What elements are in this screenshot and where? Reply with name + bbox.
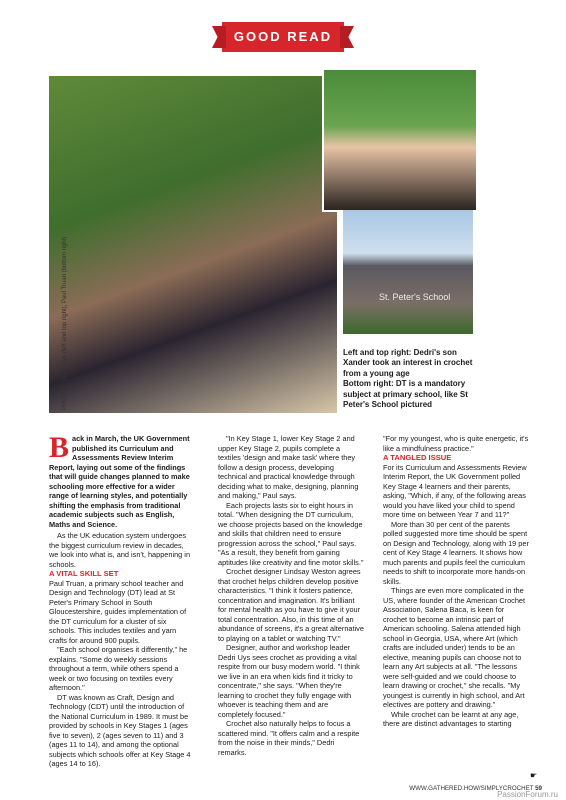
subheading: A VITAL SKILL SET bbox=[49, 569, 119, 578]
photo-credit: PHOTOS: Dedri Uys (left and top right), Paul Truan (bottom right) bbox=[62, 236, 68, 410]
photo-school-building bbox=[343, 210, 473, 334]
article-column-3 bbox=[383, 434, 529, 729]
subheading: A TANGLED ISSUE bbox=[383, 453, 452, 462]
school-sign: St. Peter's School bbox=[379, 292, 451, 302]
watermark: PassionForum.ru bbox=[497, 790, 558, 799]
paragraph: As the UK education system undergoes the biggest curriculum review in decades, we look into what is, and isn't, happening in schools. bbox=[49, 531, 191, 569]
photo-mother-child-crochet bbox=[49, 76, 337, 413]
article-column-1 bbox=[49, 431, 195, 769]
paragraph: For its Curriculum and Assessments Review Interim Report, the UK Government polled Key Stage 4 learners and their parents, asking, "Which, if any, of the following areas would you have liked your child to spend more time on between Year 7 and 11?" bbox=[383, 462, 527, 519]
section-banner: GOOD READ bbox=[222, 22, 344, 52]
paragraph: Crochet designer Lindsay Weston agrees that crochet helps children develop positive characteristics. "I think it fosters patience, concentration and imagination. It's brilliant for mental health as you have to give it your total concentration. Also, in this time of an abundance of screens, it's a great alternative to playing on a tablet or watching TV." bbox=[218, 567, 364, 643]
footer-url: WWW.GATHERED.HOW/SIMPLYCROCHET bbox=[409, 785, 534, 792]
paragraph: DT was known as Craft, Design and Technology (CDT) until the introduction of the National Curriculum in 1989. It must be provided by schools in Key Stages 1 (ages five to seven), 2 (ages seven to 11) and 3 (ages 11 to 14), and among the optional subjects which schools offer at Key Stage 4 (ages 14 to 16). bbox=[49, 692, 191, 768]
photo-boy-holding-crochet bbox=[322, 68, 478, 212]
photo-caption bbox=[343, 348, 473, 410]
paragraph: Crochet also naturally helps to focus a scattered mind. "It offers calm and a respite from the noise in their minds," Dedri remarks. bbox=[218, 719, 360, 757]
paragraph: While crochet can be learnt at any age, there are distinct advantages to starting bbox=[383, 709, 519, 728]
paragraph: "In Key Stage 1, lower Key Stage 2 and upper Key Stage 2, pupils complete a textiles 'design and make task' where they follow a design process, developing technical and practical knowledge through deciding what to make, designing, planning and making," Paul says. bbox=[218, 434, 359, 500]
lead-text: ack in March, the UK Government published its Curriculum and Assessments Review Interim Report, laying out some of the findings that will guide changes planned to make schooling more effective for a wider range of learning styles, and potentially shifting the emphasis from traditional academic subjects such as English, Maths and Science. bbox=[49, 434, 190, 529]
lead-paragraph bbox=[49, 431, 195, 529]
caption-line-2: Bottom right: DT is a mandatory subject at primary school, like St Peter's School pictured bbox=[343, 379, 468, 410]
paragraph: Paul Truan, a primary school teacher and Design and Technology (DT) lead at St Peter's Primary School in South Gloucestershire, guides implementation of the DT curriculum for a cluster of six schools. This includes textiles and yarn crafts for around 900 pupils. bbox=[49, 578, 187, 645]
paragraph: Each projects lasts six to eight hours in total. "When designing the DT curriculum, we choose projects based on the knowledge and skills that children need to ensure progression across the school," Paul says. "As a result, they benefit from gaining aptitudes like creativity and fine motor skills." bbox=[218, 500, 364, 567]
paragraph: Designer, author and workshop leader Dedri Uys sees crochet as providing a vital respite from our busy modern world. "I think we live in an era when kids find it tricky to concentrate," she says. "When they're learning to crochet they fully engage with whoever is teaching them and are completely focused." bbox=[218, 643, 360, 719]
drop-cap: B bbox=[49, 431, 70, 464]
continue-arrow-icon: ☛ bbox=[530, 771, 538, 780]
paragraph: "Each school organises it differently," he explains. "Some do weekly sessions throughout a term, while others spend a week or two focusing on textiles every afternoon." bbox=[49, 645, 188, 692]
paragraph: Things are even more complicated in the US, where founder of the American Crochet Association, Salena Baca, is keen for crochet to become an intrinsic part of American schooling. Salena attended high school in Georgia, USA, where Art (which crafts are included under) tends to be an elective, meaning pupils can choose not to learn any Art subjects at all. "The lessons were self-guided and we could choose to learn drawing or crochet," she recalls. "My youngest is currently in high school, and Art electives are pottery and drawing." bbox=[383, 586, 526, 709]
paragraph: "For my youngest, who is quite energetic, it's like a mindfulness practice." bbox=[383, 434, 529, 453]
caption-line-1: Left and top right: Dedri's son Xander took an interest in crochet from a young age bbox=[343, 348, 473, 378]
page-number: 59 bbox=[535, 785, 542, 792]
paragraph: More than 30 per cent of the parents polled suggested more time should be spent on Design and Technology, along with 19 per cent of Key Stage 4 learners. It shows how much parents and pupils feel the curriculum needs to shift to incorporate more hands-on skills. bbox=[383, 519, 529, 586]
article-column-2 bbox=[218, 434, 364, 757]
